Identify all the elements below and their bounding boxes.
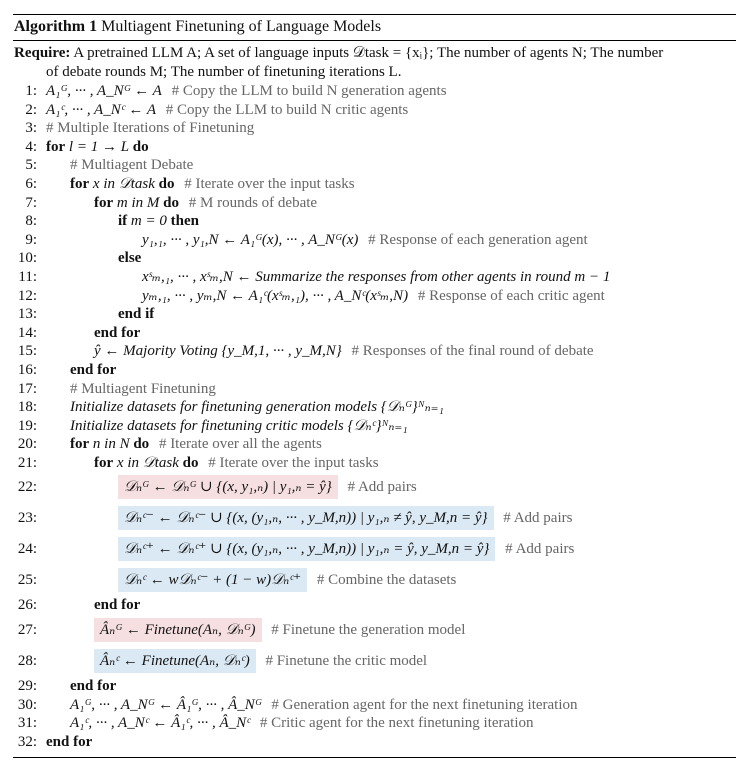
comment: # Copy the LLM to build N critic agents	[162, 101, 409, 118]
algorithm-line	[13, 503, 736, 534]
line-number: 6:	[25, 175, 37, 192]
line-body	[46, 380, 216, 399]
line-number: 15:	[17, 343, 37, 360]
line-number: 3:	[25, 120, 37, 137]
line-body	[46, 417, 408, 436]
line-body	[46, 156, 193, 175]
algorithm-line	[13, 287, 736, 306]
comment: # Finetune the critic model	[261, 653, 428, 670]
comment: # Multiple Iterations of Finetuning	[46, 120, 255, 137]
statement	[70, 418, 408, 434]
algorithm-line	[13, 596, 736, 615]
line-number: 31:	[17, 715, 37, 732]
keyword: do	[182, 454, 199, 471]
algorithm-name: Multiagent Finetuning of Language Models	[101, 18, 382, 35]
line-body	[46, 82, 447, 101]
line-body	[46, 733, 92, 752]
algorithm-line	[13, 324, 736, 343]
statement-text: yₘ,₁, ··· , yₘ,N ← A₁ᶜ(xˢₘ,₁), ··· , A_Nᶜ(xˢₘ,N)	[142, 287, 409, 304]
algorithm-lines	[13, 82, 736, 751]
keyword: do	[158, 175, 175, 192]
statement-text: A₁ᶜ, ··· , A_Nᶜ ← A	[46, 101, 157, 118]
comment: # Iterate over the input tasks	[204, 454, 379, 471]
line-body	[46, 435, 322, 454]
comment: # Response of each generation agent	[364, 231, 588, 248]
statement	[94, 195, 179, 211]
comment: # Generation agent for the next finetuning iteration	[267, 696, 578, 713]
line-body	[46, 503, 572, 534]
algorithm-line	[13, 534, 736, 565]
line-body	[46, 342, 594, 361]
statement	[142, 288, 408, 304]
statement-text: l = 1 → L	[68, 138, 130, 155]
statement	[70, 176, 174, 192]
statement	[46, 102, 156, 118]
line-number: 4:	[25, 138, 37, 155]
algorithm-line	[13, 677, 736, 696]
highlight-critic	[118, 506, 494, 530]
line-body	[46, 249, 141, 268]
keyword: end for	[46, 733, 93, 750]
line-number: 32:	[17, 733, 37, 750]
algorithm-line	[13, 398, 736, 417]
statement-text: 𝒟ₙᴳ ← 𝒟ₙᴳ ∪ {(x, y₁,ₙ) | y₁,ₙ = ŷ}	[124, 479, 332, 496]
algorithm-line	[13, 119, 736, 138]
line-number: 27:	[17, 622, 37, 639]
statement	[118, 213, 199, 229]
statement-text: A₁ᴳ, ··· , A_Nᴳ ← Â₁ᴳ, ··· , Â_Nᴳ	[70, 696, 262, 713]
statement	[118, 306, 154, 322]
keyword: do	[132, 138, 149, 155]
algorithm-line	[13, 342, 736, 361]
algorithm-block	[13, 14, 736, 758]
comment: # Multiagent Debate	[70, 157, 194, 174]
keyword: for	[94, 194, 114, 211]
statement-text: xˢₘ,₁, ··· , xˢₘ,N ← Summarize the responses from other agents in round m − 1	[142, 268, 611, 285]
comment: # Add pairs	[499, 510, 573, 527]
statement	[142, 232, 358, 248]
statement	[142, 269, 610, 285]
comment: # Responses of the final round of debate	[347, 343, 594, 360]
comment: # Add pairs	[343, 479, 417, 496]
line-number: 19:	[17, 417, 37, 434]
algorithm-title	[13, 15, 736, 40]
statement	[46, 734, 92, 750]
statement	[118, 250, 141, 266]
keyword: else	[118, 250, 142, 267]
keyword: do	[163, 194, 179, 211]
statement	[94, 455, 198, 471]
algorithm-line	[13, 733, 736, 752]
highlight-generation	[118, 475, 338, 499]
statement-text: A₁ᶜ, ··· , A_Nᶜ ← Â₁ᶜ, ··· , Â_Nᶜ	[70, 715, 251, 732]
statement-text: n in N	[92, 436, 130, 453]
algorithm-line	[13, 249, 736, 268]
bottom-rule	[13, 757, 736, 758]
algorithm-line	[13, 138, 736, 157]
line-body	[46, 101, 408, 120]
algorithm-line	[13, 380, 736, 399]
comment: # Combine the datasets	[313, 572, 457, 589]
statement-text: Initialize datasets for finetuning critic models {𝒟ₙᶜ}ᴺₙ₌₁	[70, 417, 408, 434]
statement	[94, 343, 342, 359]
line-number: 17:	[17, 380, 37, 397]
line-body	[46, 268, 610, 287]
keyword: for	[70, 175, 90, 192]
statement-text: m = 0	[130, 213, 167, 230]
line-body	[46, 361, 116, 380]
keyword: if	[118, 213, 128, 230]
line-number: 25:	[17, 572, 37, 589]
statement-text: x in 𝒟task	[92, 175, 155, 192]
line-number: 5:	[25, 157, 37, 174]
line-body	[46, 119, 254, 138]
line-body	[46, 615, 465, 646]
algorithm-line	[13, 565, 736, 596]
line-body	[46, 646, 427, 677]
line-number: 16:	[17, 361, 37, 378]
comment: # M rounds of debate	[185, 194, 318, 211]
line-body	[46, 212, 199, 231]
line-body	[46, 714, 534, 733]
line-body	[46, 231, 588, 250]
line-body	[46, 677, 116, 696]
statement-text: y₁,₁, ··· , y₁,N ← A₁ᴳ(x), ··· , A_Nᴳ(x)	[142, 231, 359, 248]
statement	[70, 362, 116, 378]
keyword: end for	[70, 678, 117, 695]
algorithm-line	[13, 417, 736, 436]
algorithm-line	[13, 156, 736, 175]
line-number: 8:	[25, 213, 37, 230]
algorithm-line	[13, 472, 736, 503]
line-body	[46, 534, 574, 565]
require-text-2: of debate rounds M; The number of finetuning iterations L.	[46, 64, 402, 80]
statement-text: 𝒟ₙᶜ⁻ ← 𝒟ₙᶜ⁻ ∪ {(x, (y₁,ₙ, ··· , y_M,n)) | y₁,ₙ ≠ ŷ, y_M,n = ŷ}	[124, 510, 488, 527]
keyword: for	[94, 454, 114, 471]
line-body	[46, 305, 154, 324]
algorithm-line	[13, 615, 736, 646]
line-number: 9:	[25, 231, 37, 248]
line-body	[46, 454, 379, 473]
require-block	[13, 41, 736, 82]
line-number: 30:	[17, 696, 37, 713]
comment: # Iterate over the input tasks	[180, 175, 355, 192]
highlight-generation	[94, 618, 262, 642]
algorithm-line	[13, 194, 736, 213]
statement	[70, 715, 250, 731]
algorithm-line	[13, 435, 736, 454]
line-number: 12:	[17, 287, 37, 304]
keyword: for	[46, 138, 66, 155]
statement-text: 𝒟ₙᶜ⁺ ← 𝒟ₙᶜ⁺ ∪ {(x, (y₁,ₙ, ··· , y_M,n)) | y₁,ₙ = ŷ, y_M,n = ŷ}	[124, 541, 490, 558]
line-number: 18:	[17, 399, 37, 416]
algorithm-line	[13, 268, 736, 287]
statement-text: 𝒟ₙᶜ ← w𝒟ₙᶜ⁻ + (1 − w)𝒟ₙᶜ⁺	[124, 572, 302, 589]
line-number: 10:	[17, 250, 37, 267]
algorithm-line	[13, 454, 736, 473]
comment: # Response of each critic agent	[414, 287, 605, 304]
algorithm-line	[13, 101, 736, 120]
statement	[94, 597, 140, 613]
line-number: 2:	[25, 101, 37, 118]
comment: # Multiagent Finetuning	[70, 380, 216, 397]
line-number: 22:	[17, 479, 37, 496]
keyword: end for	[94, 597, 141, 614]
statement	[94, 325, 140, 341]
algorithm-label: Algorithm 1	[14, 18, 98, 35]
line-number: 11:	[18, 268, 37, 285]
algorithm-line	[13, 646, 736, 677]
algorithm-line	[13, 361, 736, 380]
line-body	[46, 398, 444, 417]
line-body	[46, 565, 456, 596]
line-body	[46, 696, 578, 715]
line-number: 7:	[25, 194, 37, 211]
statement	[46, 139, 149, 155]
statement-text: ŷ ← Majority Voting {y_M,1, ··· , y_M,N}	[94, 343, 342, 360]
line-number: 23:	[17, 510, 37, 527]
statement	[70, 399, 444, 415]
line-body	[46, 596, 140, 615]
comment: # Iterate over all the agents	[155, 436, 322, 453]
statement-text: x in 𝒟task	[116, 454, 179, 471]
highlight-critic	[118, 568, 307, 592]
statement-text: Âₙᶜ ← Finetune(Aₙ, 𝒟ₙᶜ)	[100, 653, 250, 670]
line-number: 1:	[25, 83, 37, 99]
statement	[70, 697, 262, 713]
comment: # Finetune the generation model	[267, 622, 466, 639]
highlight-critic	[94, 649, 256, 673]
line-body	[46, 324, 140, 343]
line-number: 26:	[17, 597, 37, 614]
line-body	[46, 138, 149, 157]
line-body	[46, 175, 355, 194]
line-number: 21:	[17, 454, 37, 471]
algorithm-line	[13, 175, 736, 194]
keyword: end for	[70, 361, 117, 378]
algorithm-line	[13, 212, 736, 231]
statement	[70, 678, 116, 694]
statement	[70, 436, 149, 452]
statement-text: Âₙᴳ ← Finetune(Aₙ, 𝒟ₙᴳ)	[100, 622, 256, 639]
line-body	[46, 287, 605, 306]
line-number: 13:	[17, 306, 37, 323]
keyword: do	[133, 436, 150, 453]
require-text-1: A pretrained LLM A; A set of language inputs 𝒟task = {xᵢ}; The number of agents N; The number	[73, 45, 664, 61]
line-number: 20:	[17, 436, 37, 453]
algorithm-line	[13, 82, 736, 101]
line-number: 14:	[17, 324, 37, 341]
comment: # Copy the LLM to build N generation agents	[167, 83, 447, 99]
keyword: end for	[94, 324, 141, 341]
require-label: Require:	[14, 45, 71, 61]
algorithm-line	[13, 231, 736, 250]
line-body	[46, 194, 317, 213]
keyword: for	[70, 436, 90, 453]
comment: # Add pairs	[501, 541, 575, 558]
algorithm-line	[13, 714, 736, 733]
algorithm-line	[13, 696, 736, 715]
comment: # Critic agent for the next finetuning iteration	[256, 715, 534, 732]
statement-text: m in M	[116, 194, 160, 211]
line-number: 29:	[17, 678, 37, 695]
keyword: end if	[118, 306, 155, 323]
statement-text: A₁ᴳ, ··· , A_Nᴳ ← A	[46, 83, 162, 99]
keyword: then	[170, 213, 199, 230]
line-body	[46, 472, 417, 503]
statement-text: Initialize datasets for finetuning generation models {𝒟ₙᴳ}ᴺₙ₌₁	[70, 399, 444, 416]
line-number: 28:	[17, 653, 37, 670]
statement	[46, 83, 162, 99]
highlight-critic	[118, 537, 495, 561]
line-number: 24:	[17, 541, 37, 558]
algorithm-line	[13, 305, 736, 324]
